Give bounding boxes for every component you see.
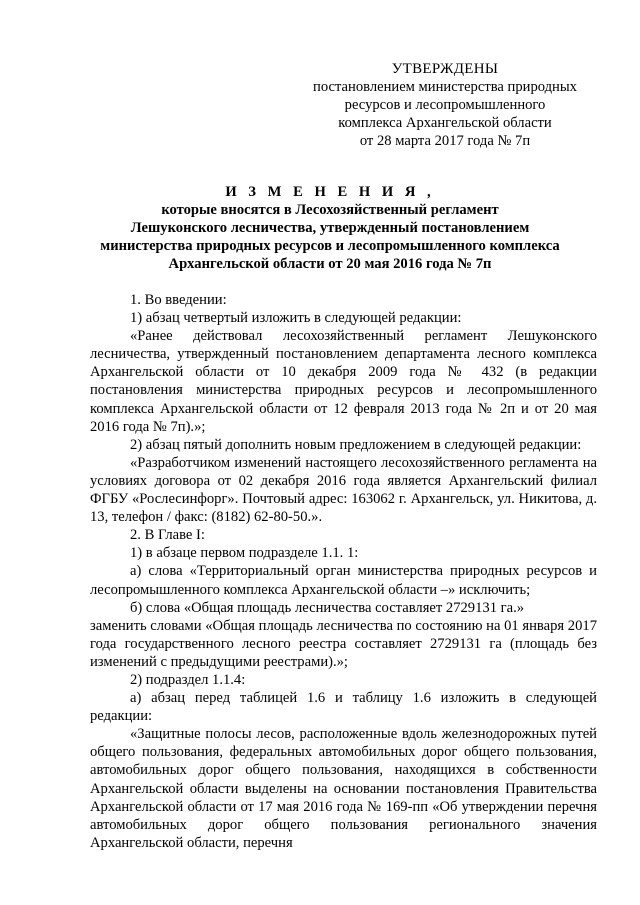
paragraph: а) слова «Территориальный орган министерства природных ресурсов и лесопромышленного комплекса Архангельской области –» исключить; <box>90 563 597 598</box>
approval-line: комплекса Архангельской области <box>338 115 552 131</box>
paragraph: 2) подраздел 1.1.4: <box>130 671 246 688</box>
paragraph: заменить словами «Общая площадь лесничества по состоянию на 01 января 2017 года государственного лесного реестра составляет 2729131 га (площадь без изменений с предыдущими реестрами).»; <box>90 617 597 670</box>
approval-line: от 28 марта 2017 года № 7п <box>359 133 531 149</box>
paragraph: 1) абзац четвертый изложить в следующей редакции: <box>130 310 462 327</box>
document-body <box>90 291 597 852</box>
approval-line: постановлением министерства природных <box>313 79 577 95</box>
heading-title: И З М Е Н Е Н И Я , <box>225 184 435 200</box>
approval-title: УТВЕРЖДЕНЫ <box>391 61 499 77</box>
paragraph: б) слова «Общая площадь лесничества составляет 2729131 га.» <box>130 599 525 616</box>
paragraph: а) абзац перед таблицей 1.6 и таблицу 1.6 изложить в следующей редакции: <box>90 690 597 725</box>
heading-line: Лешуконского лесничества, утвержденный постановлением <box>130 220 530 236</box>
paragraph: «Защитные полосы лесов, расположенные вдоль железнодорожных путей общего пользования, федеральных автомобильных дорог общего пользования, автомобильных дорог общего пользования, находящихся в собственности Архангельской области выделены на основании постановления Правительства Архангельской области от 17 мая 2016 года № 169-пп «Об утверждении перечня автомобильных дорог общего пользования регионального значения Архангельской области, перечня <box>90 726 597 851</box>
paragraph: «Ранее действовал лесохозяйственный регламент Лешуконского лесничества, утвержденный постановлением департамента лесного комплекса Архангельской области от 10 декабря 2009 года № 432 (в редакции постановления министерства природных ресурсов и лесопромышленного комплекса Архангельской области от 12 февраля 2013 года № 2п и от 20 мая 2016 года № 7п).»; <box>90 328 597 435</box>
heading-line: которые вносятся в Лесохозяйственный регламент <box>161 202 499 218</box>
heading-line: министерства природных ресурсов и лесопромышленного комплекса <box>100 238 560 254</box>
heading-line: Архангельской области от 20 мая 2016 года № 7п <box>168 256 492 272</box>
paragraph: 1. Во введении: <box>130 292 227 308</box>
paragraph: 1) в абзаце первом подразделе 1.1. 1: <box>130 545 359 562</box>
paragraph: 2) абзац пятый дополнить новым предложением в следующей редакции: <box>130 436 582 453</box>
paragraph: 2. В Главе I: <box>130 527 205 544</box>
document-heading <box>70 183 590 273</box>
approval-line: ресурсов и лесопромышленного <box>344 97 546 113</box>
approval-block <box>300 60 590 150</box>
paragraph: «Разработчиком изменений настоящего лесохозяйственного регламента на условиях договора от 02 декабря 2016 года является Архангельский филиал ФГБУ «Рослесинфорг». Почтовый адрес: 163062 г. Архангельск, ул. Никитова, д. 13, телефон / факс: (8182) 62-80-50.». <box>90 454 597 526</box>
